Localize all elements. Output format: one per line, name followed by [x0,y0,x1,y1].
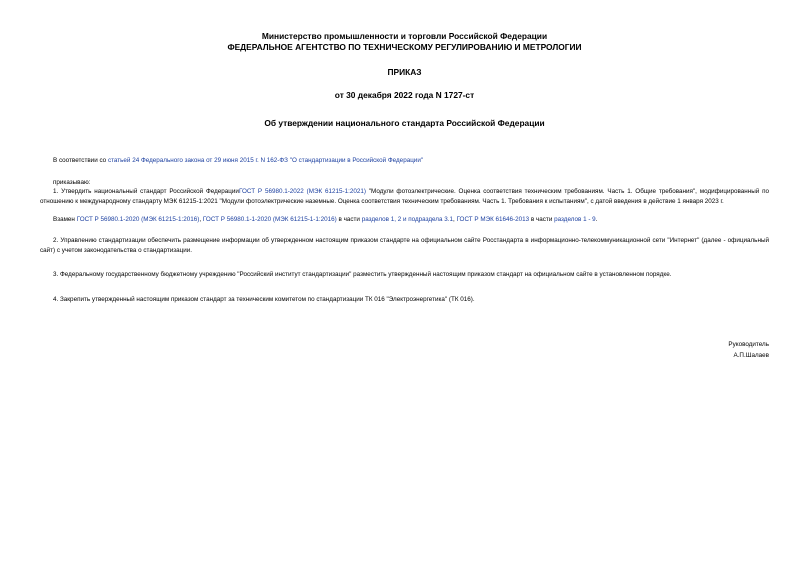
order-word: приказываю: [53,178,91,186]
law-link[interactable]: статьей 24 Федерального закона от 29 июня 2015 г. N 162-ФЗ "О стандартизации в Российской Федерации" [107,157,424,164]
document-type: ПРИКАЗ [387,67,422,77]
signature-block [728,340,769,361]
sections-link-2[interactable]: разделов 1 - 9 [554,216,596,224]
signer-position: Руководитель [728,341,769,348]
item-1-paragraph: 1. Утвердить национальный стандарт Российской ФедерацииГОСТ Р 56980.1-2022 (МЭК 61215-1:2021) "Модули фотоэлектрические. Оценка соответствия техническим требованиям. Часть 1. Общие требования", модифицированный по отношению к международному стандарту МЭК 61215-1:2021 "Модули фотоэлектрические наземные. Оценка соответствия техническим требованиям. Часть 1. Требования к испытаниям", с датой введения в действие 1 января 2023 г. [40,188,769,205]
document-title: Об утверждении национального стандарта Российской Федерации [264,118,545,128]
replace-paragraph: Взамен ГОСТ Р 56980.1-2020 (МЭК 61215-1:2016), ГОСТ Р 56980.1-1-2020 (МЭК 61215-1-1:2016) в части разделов 1, 2 и подраздела 3.1, ГОСТ Р МЭК 61646-2013 в части разделов 1 - 9. [53,216,598,224]
document-body [40,156,769,304]
replaced-standard-link-3[interactable]: ГОСТ Р МЭК 61646-2013 [456,216,530,224]
sections-link-1[interactable]: разделов 1, 2 и подраздела 3.1 [361,216,453,224]
basis-paragraph: В соответствии со статьей 24 Федерального закона от 29 июня 2015 г. N 162-ФЗ "О стандартизации в Российской Федерации" [53,157,424,164]
standard-link[interactable]: ГОСТ Р 56980.1-2022 (МЭК 61215-1:2021) [238,188,366,196]
replaced-standard-link-2[interactable]: ГОСТ Р 56980.1-1-2020 (МЭК 61215-1-1:2016) [202,216,337,224]
item-3-paragraph: 3. Федеральному государственному бюджетному учреждению "Российский институт стандартизации" разместить утвержденный настоящим приказом стандарт на официальном сайте в установленном порядке. [53,271,672,279]
replaced-standard-link-1[interactable]: ГОСТ Р 56980.1-2020 (МЭК 61215-1:2016) [76,216,200,224]
signer-name: А.П.Шалаев [733,351,769,359]
document-date: от 30 декабря 2022 года N 1727-ст [334,90,475,100]
item-2-paragraph: 2. Управлению стандартизации обеспечить размещение информации об утвержденном настоящим приказом стандарте на официальном сайте Росстандарта в информационно-телекоммуникационной сети "Интернет" (далее - официальный сайт) с учетом законодательства о стандартизации. [40,236,769,254]
item-4-paragraph: 4. Закрепить утвержденный настоящим приказом стандарт за техническим комитетом по стандартизации ТК 016 "Электроэнергетика" (ТК 016). [53,295,475,303]
agency-name: ФЕДЕРАЛЬНОЕ АГЕНТСТВО ПО ТЕХНИЧЕСКОМУ РЕГУЛИРОВАНИЮ И МЕТРОЛОГИИ [227,42,582,52]
ministry-name: Министерство промышленности и торговли Российской Федерации [261,31,548,41]
